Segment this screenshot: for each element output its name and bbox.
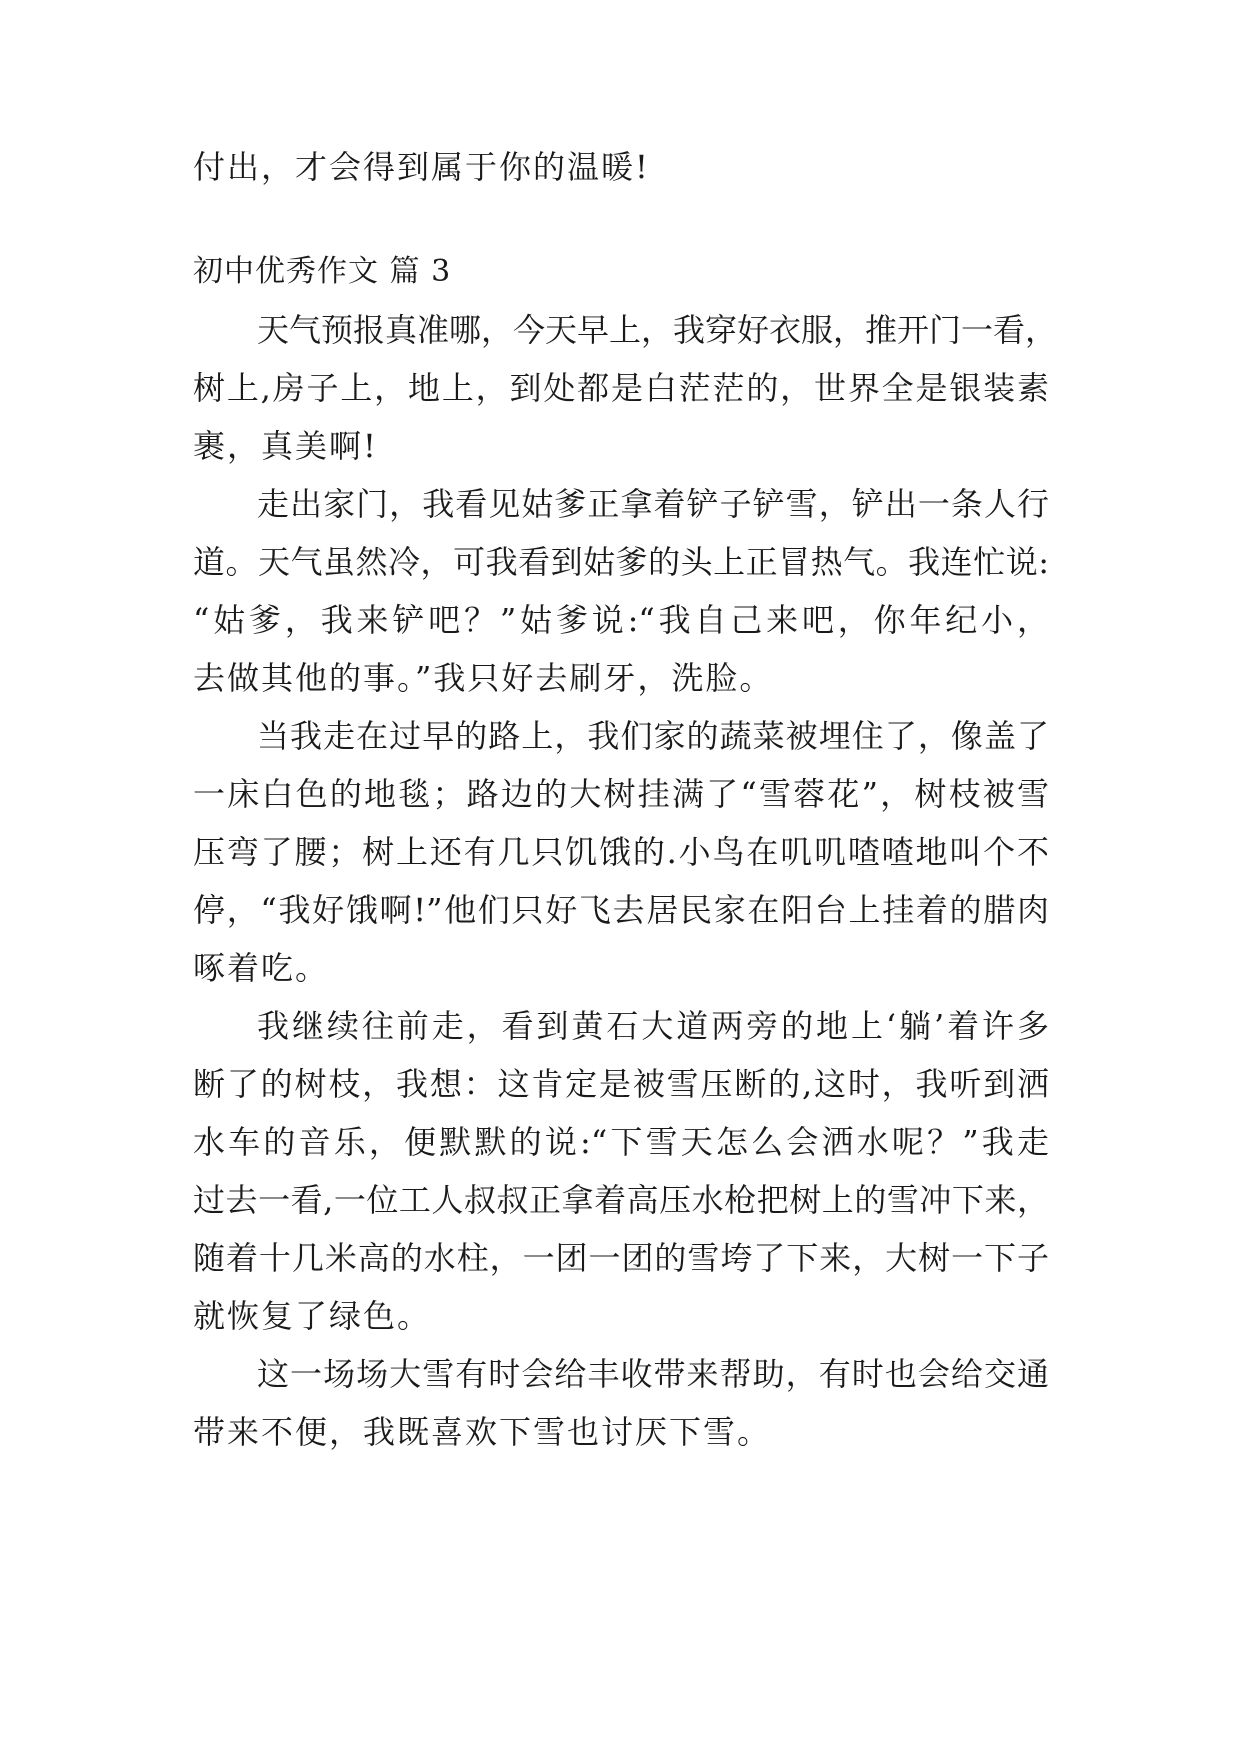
paragraph-line: 去做其他的事。”我只好去刷牙，洗脸。 [193, 659, 774, 697]
paragraph-line: 一床白色的地毯；路边的大树挂满了“雪蓉花”，树枝被雪 [193, 775, 1049, 813]
paragraph-line: 过去一看,一位工人叔叔正拿着高压水枪把树上的雪冲下来， [193, 1181, 1049, 1219]
paragraph-line: “姑爹，我来铲吧？”姑爹说:“我自己来吧，你年纪小， [193, 601, 1049, 639]
paragraph-line: 水车的音乐，便默默的说:“下雪天怎么会洒水呢？”我走 [193, 1123, 1049, 1161]
paragraph-line: 带来不便，我既喜欢下雪也讨厌下雪。 [193, 1413, 772, 1451]
paragraph-line: 停，“我好饿啊!”他们只好飞去居民家在阳台上挂着的腊肉 [193, 891, 1049, 929]
section-heading: 初中优秀作文 篇 3 [193, 254, 452, 289]
paragraph-line: 我继续往前走，看到黄石大道两旁的地上‘躺’着许多 [257, 1007, 1049, 1045]
paragraph-line: 当我走在过早的路上，我们家的蔬菜被埋住了，像盖了 [257, 717, 1049, 755]
paragraph-line: 断了的树枝，我想：这肯定是被雪压断的,这时，我听到洒 [193, 1065, 1049, 1103]
continuation-line: 付出，才会得到属于你的温暖! [193, 148, 650, 186]
paragraph-line: 啄着吃。 [193, 949, 330, 987]
paragraph-line: 走出家门，我看见姑爹正拿着铲子铲雪，铲出一条人行 [257, 485, 1049, 523]
paragraph-line: 就恢复了绿色。 [193, 1297, 432, 1335]
paragraph-line: 裹，真美啊! [193, 427, 378, 465]
paragraph-line: 天气预报真准哪，今天早上，我穿好衣服，推开门一看， [257, 311, 1058, 349]
paragraph-line: 随着十几米高的水柱，一团一团的雪垮了下来，大树一下子 [193, 1239, 1049, 1277]
paragraph-line: 树上,房子上，地上，到处都是白茫茫的，世界全是银装素 [193, 369, 1049, 407]
paragraph-line: 道。天气虽然冷，可我看到姑爹的头上正冒热气。我连忙说: [193, 543, 1049, 581]
paragraph-line: 这一场场大雪有时会给丰收带来帮助，有时也会给交通 [257, 1355, 1049, 1393]
paragraph-line: 压弯了腰；树上还有几只饥饿的.小鸟在叽叽喳喳地叫个不 [193, 833, 1049, 871]
